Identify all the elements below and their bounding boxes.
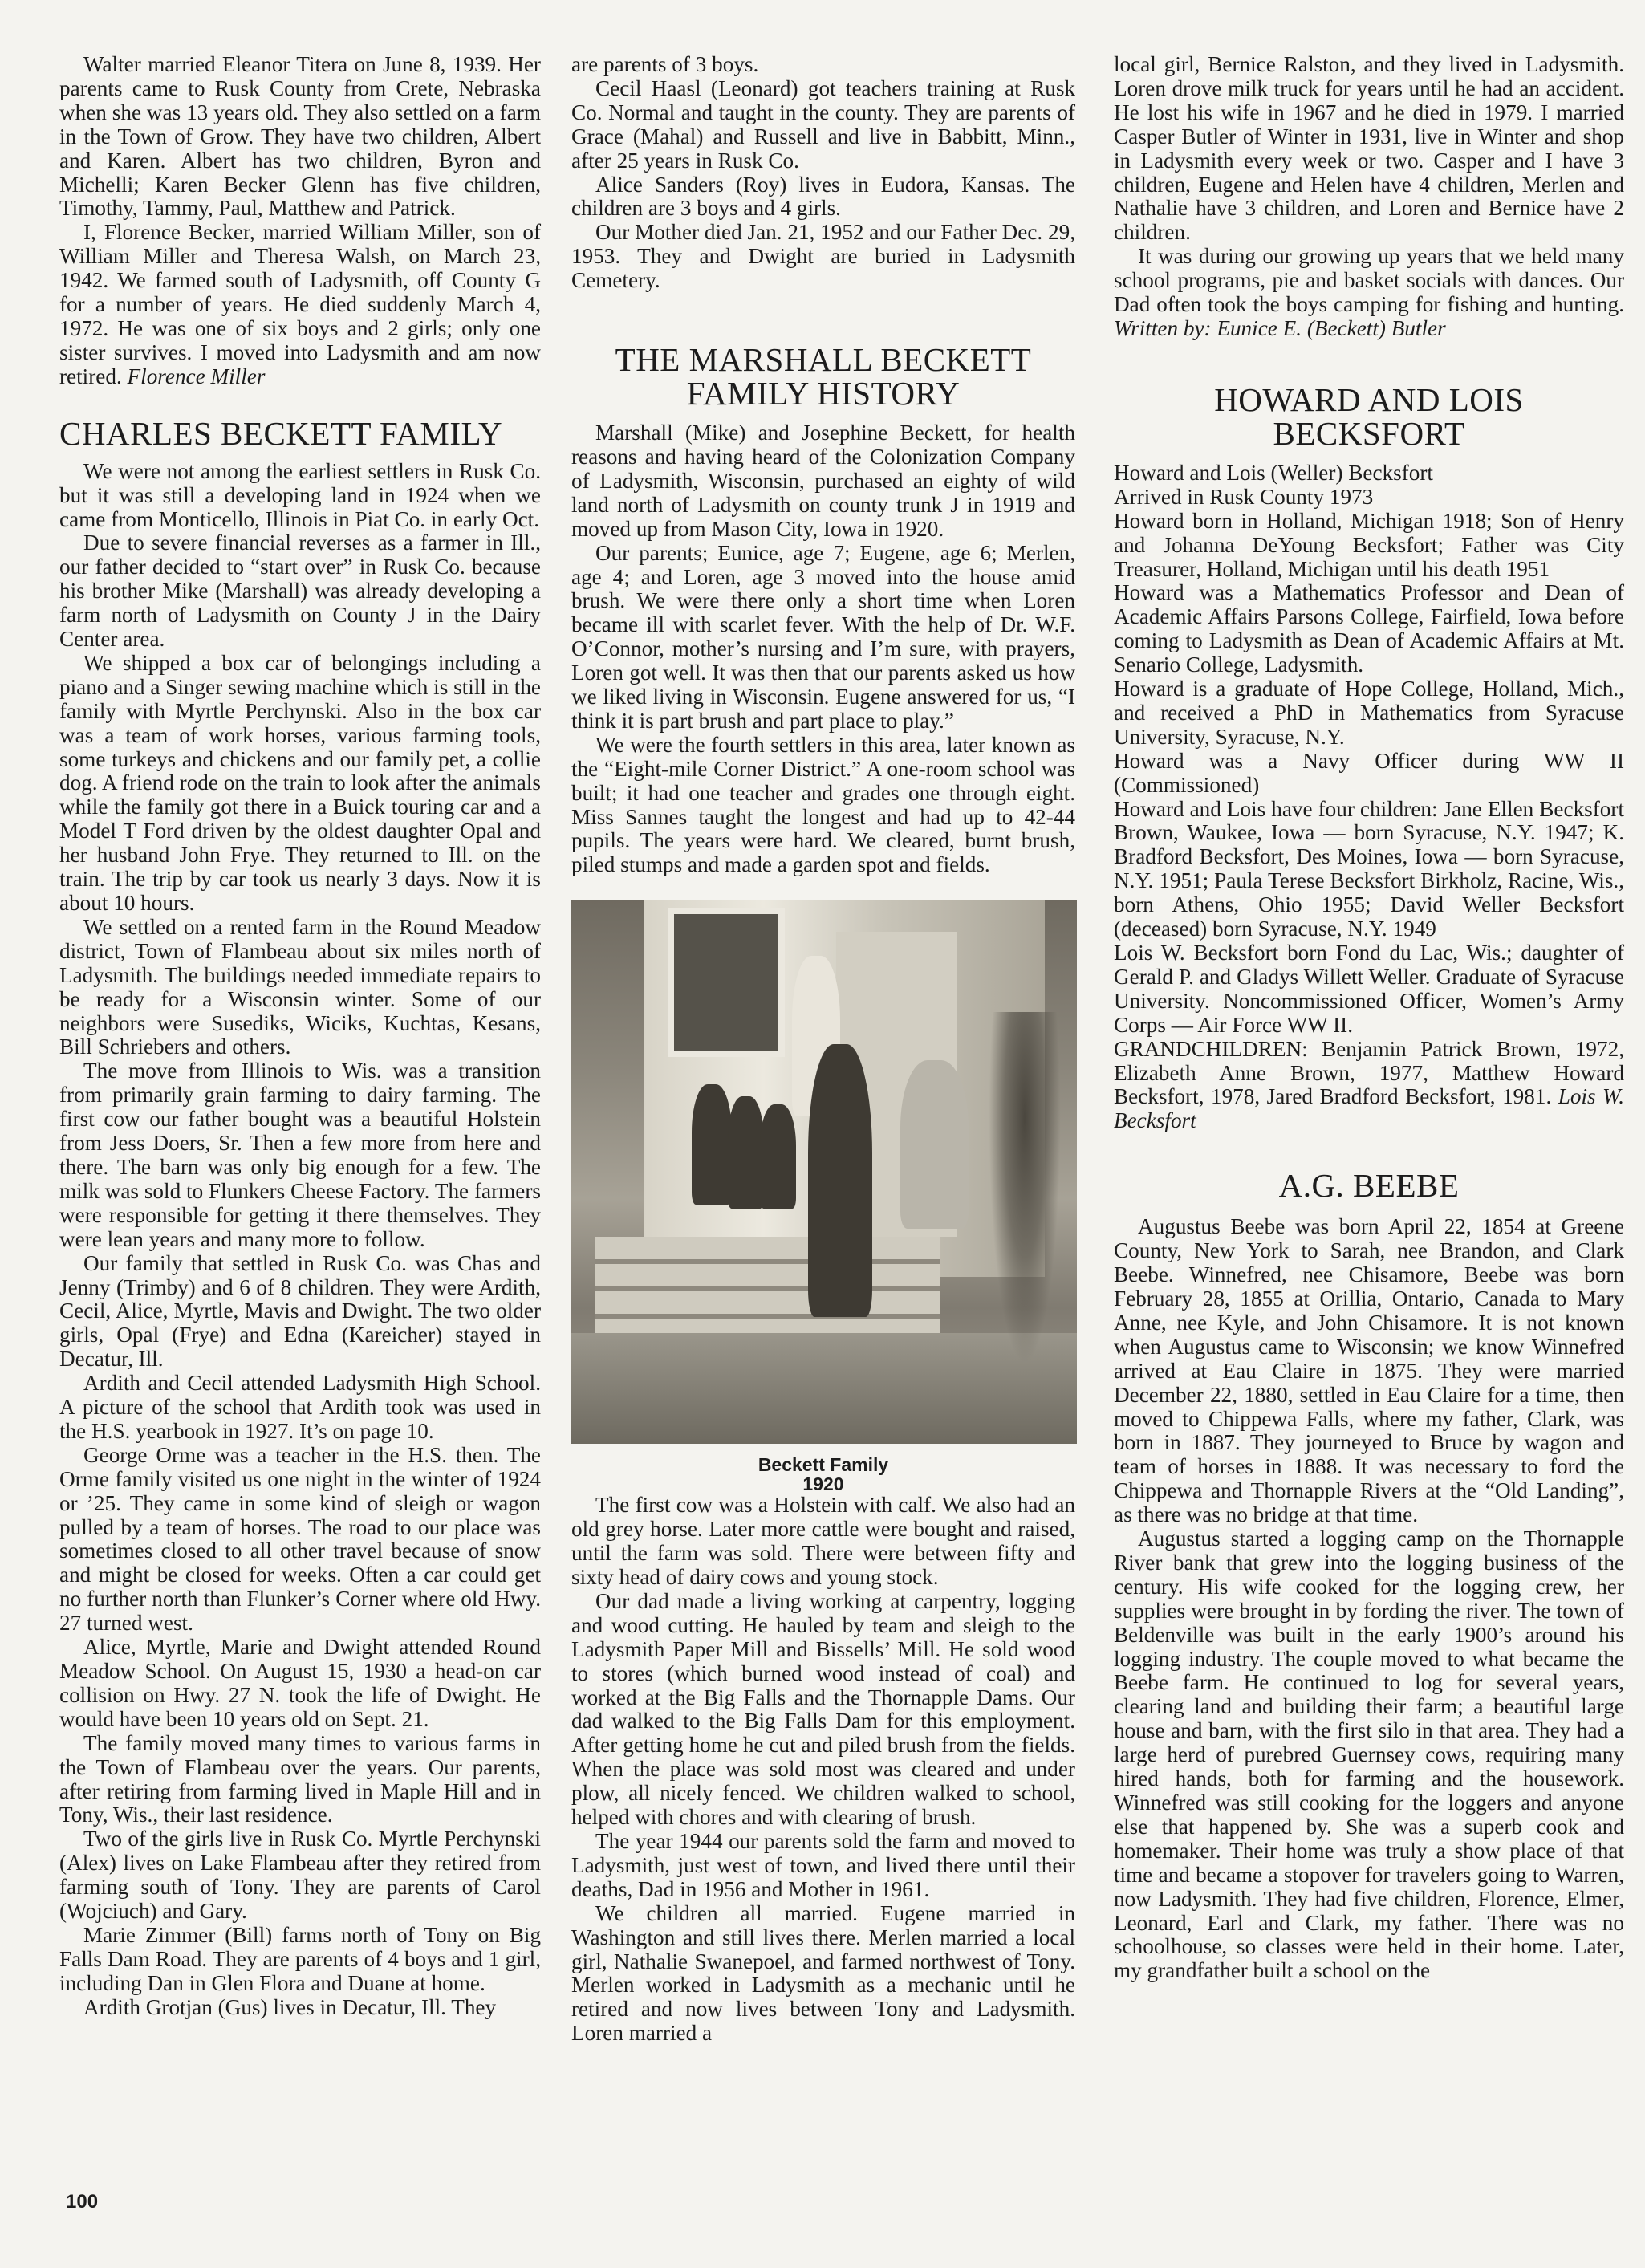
paragraph: Augustus started a logging camp on the Thornapple River bank that grew into the logging business of the century. His wife cooked for the logging crew, her supplies were brought in by fording the river. The town of Beldenville was built in the early 1900’s around his logging industry. The couple moved to what became the Beebe farm. He continued to log for several years, clearing land and building their farm; a beautiful large house and barn, with the first silo in that area. They had a large herd of purebred Guernsey cows, requiring many hired hands, both for farming and the housework. Winnefred was still cooking for the loggers and anyone else that happened by. She was a superb cook and homemaker. Their home was truly a show place of that time and became a stopover for travelers going to Warren, now Ladysmith. They had five children, Florence, Elmer, Leonard, Earl and Clark, my father. There was no schoolhouse, so classes were held in their home. Later, my grandfather built a school on the [1114, 1526, 1624, 1983]
person [728, 1096, 764, 1209]
paragraph: Our parents; Eunice, age 7; Eugene, age 6; Merlen, age 4; and Loren, age 3 moved into the house amid brush. We were there only a short time when Loren became ill with scarlet fever. With the help of Dr. W.F. O’Connor, mother’s nursing and I’m sure, with prayers, Loren got well. It was then that our parents asked us how we liked living in Wisconsin. Eugene answered for us, “I think it is part brush and part place to play.” [571, 540, 1075, 733]
bio-line: Howard is a graduate of Hope College, Holland, Mich., and received a PhD in Mathematics from Syracuse University, Syracuse, N.Y. [1114, 677, 1624, 749]
signature: Florence Miller [127, 364, 266, 388]
paragraph: Cecil Haasl (Leonard) got teachers training at Rusk Co. Normal and taught in the county. They are parents of Grace (Mahal) and Russell and live in Babbitt, Minn., after 25 years in Rusk Co. [571, 75, 1075, 173]
section-heading: A.G. BEEBE [1278, 1167, 1460, 1205]
paragraph: Our Mother died Jan. 21, 1952 and our Father Dec. 29, 1953. They and Dwight are buried in Ladysmith Cemetery. [571, 220, 1075, 293]
sapling [989, 1012, 1061, 1365]
bio-line: Lois W. Becksfort born Fond du Lac, Wis.; daughter of Gerald P. and Gladys Willett Weller. Graduate of Syracuse University. Noncommissioned Officer, Women’s Army Corps — Air Force WW II. [1114, 941, 1624, 1037]
person [808, 1044, 872, 1317]
column-3 [1114, 53, 1624, 1983]
paragraph: It was during our growing up years that we held many school programs, pie and basket socials with dances. Our Dad often took the boys camping for fishing and hunting. Written by: Eunice E. (Beckett) Butler [1114, 244, 1624, 340]
paragraph: Alice, Myrtle, Marie and Dwight attended Round Meadow School. On August 15, 1930 a head-on car collision on Hwy. 27 N. took the life of Dwight. He would have been 10 years old on Sept. 21. [59, 1635, 541, 1731]
paragraph: The move from Illinois to Wis. was a transition from primarily grain farming to dairy farming. The first cow our father bought was a beautiful Holstein from Jess Doers, Sr. Then a few more from here and there. The barn was only big enough for a few. The milk was sold to Flunkers Cheese Factory. The farmers were responsible for getting it there themselves. They were lean years and many more to follow. [59, 1059, 541, 1251]
bio-line: GRANDCHILDREN: Benjamin Patrick Brown, 1972, Elizabeth Anne Brown, 1977, Matthew Howard Becksfort, 1978, Jared Bradford Becksfort, 1981. Lois W. Becksfort [1114, 1036, 1625, 1133]
section-heading: HOWARD AND LOIS BECKSFORT [1214, 380, 1524, 452]
bio-line: Howard and Lois (Weller) Becksfort [1114, 460, 1433, 485]
person [760, 1104, 796, 1209]
window [668, 908, 785, 1057]
paragraph: We were the fourth settlers in this area, later known as the “Eight-mile Corner District.” A one-room school was built; it had one teacher and grades one through eight. Miss Sannes taught the longest and had up to 42-44 pupils. The years were hard. We cleared, burnt brush, piled stumps and made a garden spot and fields. [571, 732, 1075, 877]
paragraph: Ardith and Cecil attended Ladysmith High School. A picture of the school that Ardith took was used in the H.S. yearbook in 1927. It’s on page 10. [59, 1371, 541, 1443]
paragraph: Our dad made a living working at carpentry, logging and wood cutting. He hauled by team and sleigh to the Ladysmith Paper Mill and Bissells’ Mill. He sold wood to stores (which burned wood instead of coal) and worked at the Big Falls and the Thornapple Dams. Our dad walked to the Big Falls Dam for this employment. After getting home he cut and piled brush from the fields. When the place was sold most was cleared and under plow, all nicely fenced. We children walked to school, helped with chores and with clearing of brush. [571, 1588, 1075, 1830]
section-heading: CHARLES BECKETT FAMILY [59, 414, 503, 452]
person [900, 1060, 969, 1229]
paragraph: The first cow was a Holstein with calf. We also had an old grey horse. Later more cattle were bought and raised, until the farm was sold. There were between fifty and sixty head of dairy cows and young stock. [571, 1493, 1075, 1589]
bio-line: Howard was a Navy Officer during WW II (Commissioned) [1114, 748, 1624, 797]
porch-steps [595, 1237, 940, 1341]
bio-line: Howard and Lois have four children: Jane Ellen Becksfort Brown, Waukee, Iowa — born Syracuse, N.Y. 1947; K. Bradford Becksfort, Des Moines, Iowa — born Syracuse, N.Y. 1951; Paula Terese Becksfort Birkholz, Racine, Wis., born Athens, Ohio 1955; David Weller Becksfort (deceased) born Syracuse, N.Y. 1949 [1114, 796, 1624, 941]
paragraph: Marie Zimmer (Bill) farms north of Tony on Big Falls Dam Road. They are parents of 4 boys and 1 girl, including Dan in Glen Flora and Duane at home. [59, 1922, 541, 1995]
paragraph: Augustus Beebe was born April 22, 1854 at Greene County, New York to Sarah, nee Brandon, and Clark Beebe. Winnefred, nee Chisamore, Beebe was born February 28, 1855 at Orillia, Ontario, Canada to Mary Anne, nee Kyle, and John Chisamore. It is not known when Augustus came to Wisconsin; we know Winnefred arrived at Eau Claire in 1875. They were married December 22, 1880, settled in Eau Claire for a time, then moved to Chippewa Falls, where my father, Clark, was born in 1887. They journeyed to Bruce by wagon and team of horses in 1888. It was necessary to ford the Chippewa and Thornapple Rivers at the “Old Landing”, as there was no bridge at that time. [1114, 1214, 1624, 1527]
section-heading: THE MARSHALL BECKETT FAMILY HISTORY [615, 341, 1032, 413]
paragraph: Ardith Grotjan (Gus) lives in Decatur, Ill. They [83, 1994, 497, 2019]
paragraph: Walter married Eleanor Titera on June 8, 1939. Her parents came to Rusk County from Crete, Nebraska when she was 13 years old. They also settled on a farm in the Town of Grow. They have two children, Albert and Karen. Albert has two children, Byron and Michelli; Karen Becker Glenn has five children, Timothy, Tammy, Paul, Matthew and Patrick. [59, 52, 541, 221]
paragraph: We settled on a rented farm in the Round Meadow district, Town of Flambeau about six miles north of Ladysmith. The buildings needed immediate repairs to be ready for a Wisconsin winter. Some of our neighbors were Susediks, Wiciks, Kuchtas, Kesans, Bill Schriebers and others. [59, 914, 541, 1059]
family-photo [571, 900, 1077, 1444]
bio-line: Arrived in Rusk County 1973 [1114, 484, 1374, 509]
photo-caption [571, 1455, 1075, 1494]
page-number: 100 [66, 2191, 99, 2213]
paragraph: Our family that settled in Rusk Co. was Chas and Jenny (Trimby) and 6 of 8 children. They were Ardith, Cecil, Alice, Myrtle, Mavis and Dwight. The two older girls, Opal (Frye) and Edna (Kareicher) stayed in Decatur, Ill. [59, 1250, 541, 1372]
bio-line: Howard was a Mathematics Professor and Dean of Academic Affairs Parsons College, Fairfield, Iowa before coming to Ladysmith as Dean of Academic Affairs at Mt. Senario College, Ladysmith. [1114, 580, 1624, 677]
paragraph: We were not among the earliest settlers in Rusk Co. but it was still a developing land in 1924 when we came from Monticello, Illinois in Piat Co. in early Oct. [59, 458, 541, 531]
paragraph: We children all married. Eugene married in Washington and still lives there. Merlen married a local girl, Nathalie Swanepoel, and farmed northwest of Tony. Merlen worked in Ladysmith as a mechanic until he retired and now lives between Tony and Ladysmith. Loren married a [571, 1900, 1075, 2046]
person [692, 1084, 732, 1205]
caption-title: Beckett Family [758, 1454, 889, 1476]
paragraph: Two of the girls live in Rusk Co. Myrtle Perchynski (Alex) lives on Lake Flambeau after they retired from farming south of Tony. They are parents of Carol (Wojciuch) and Gary. [59, 1827, 541, 1924]
paragraph: Marshall (Mike) and Josephine Beckett, for health reasons and having heard of the Colonization Company of Ladysmith, Wisconsin, purchased an eighty of wild land north of Ladysmith on county trunk J in 1919 and moved up from Mason City, Iowa in 1920. [571, 421, 1075, 541]
caption-year: 1920 [802, 1473, 844, 1495]
column-2 [571, 53, 1075, 2046]
paragraph: I, Florence Becker, married William Miller, son of William Miller and Theresa Walsh, on March 23, 1942. We farmed south of Ladysmith, off County G for a number of years. He died suddenly March 4, 1972. He was one of six boys and 2 girls; only one sister survives. I moved into Ladysmith and am now retired. Florence Miller [59, 220, 541, 388]
paragraph: George Orme was a teacher in the H.S. then. The Orme family visited us one night in the winter of 1924 or ’25. They came in some kind of sleigh or wagon pulled by a team of horses. The road to our place was sometimes closed to all other travel because of snow and might be closed for weeks. Often a car could get no further north than Flunker’s Corner where old Hwy. 27 turned west. [59, 1442, 541, 1636]
paragraph: local girl, Bernice Ralston, and they lived in Ladysmith. Loren drove milk truck for years until he had an accident. He lost his wife in 1967 and he died in 1979. I married Casper Butler of Winter in 1931, live in Winter and shop in Ladysmith every week or two. Casper and I have 3 children, Eugene and Helen have 4 children, Merlen and Nathalie have 3 children, and Loren and Bernice have 2 children. [1114, 52, 1624, 245]
signature: Lois W. Becksfort [1114, 1084, 1625, 1133]
paragraph: are parents of 3 boys. [571, 52, 759, 76]
paragraph: The year 1944 our parents sold the farm and moved to Ladysmith, just west of town, and lived there until their deaths, Dad in 1956 and Mother in 1961. [571, 1828, 1075, 1901]
bio-line: Howard born in Holland, Michigan 1918; Son of Henry and Johanna DeYoung Becksfort; Father was City Treasurer, Holland, Michigan until his death 1951 [1114, 508, 1624, 581]
column-1 [59, 53, 541, 2020]
signature: Written by: Eunice E. (Beckett) Butler [1114, 315, 1446, 340]
paragraph: We shipped a box car of belongings including a piano and a Singer sewing machine which is still in the family with Myrtle Perchynski. Also in the box car was a team of work horses, various farming tools, some turkeys and chickens and our family pet, a collie dog. A friend rode on the train to look after the animals while the family got there in a Buick touring car and a Model T Ford driven by the oldest daughter Opal and her husband John Frye. They returned to Ill. on the train. The trip by car took us nearly 3 days. Now it is about 10 hours. [59, 650, 541, 915]
paragraph: Alice Sanders (Roy) lives in Eudora, Kansas. The children are 3 boys and 4 girls. [571, 172, 1075, 221]
paragraph: Due to severe financial reverses as a farmer in Ill., our father decided to “start over” in Rusk Co. because his brother Mike (Marshall) was already developing a farm north of Ladysmith on County J in the Dairy Center area. [59, 530, 541, 652]
paragraph: The family moved many times to various farms in the Town of Flambeau over the years. Our parents, after retiring from farming lived in Maple Hill and in Tony, Wis., their last residence. [59, 1730, 541, 1827]
